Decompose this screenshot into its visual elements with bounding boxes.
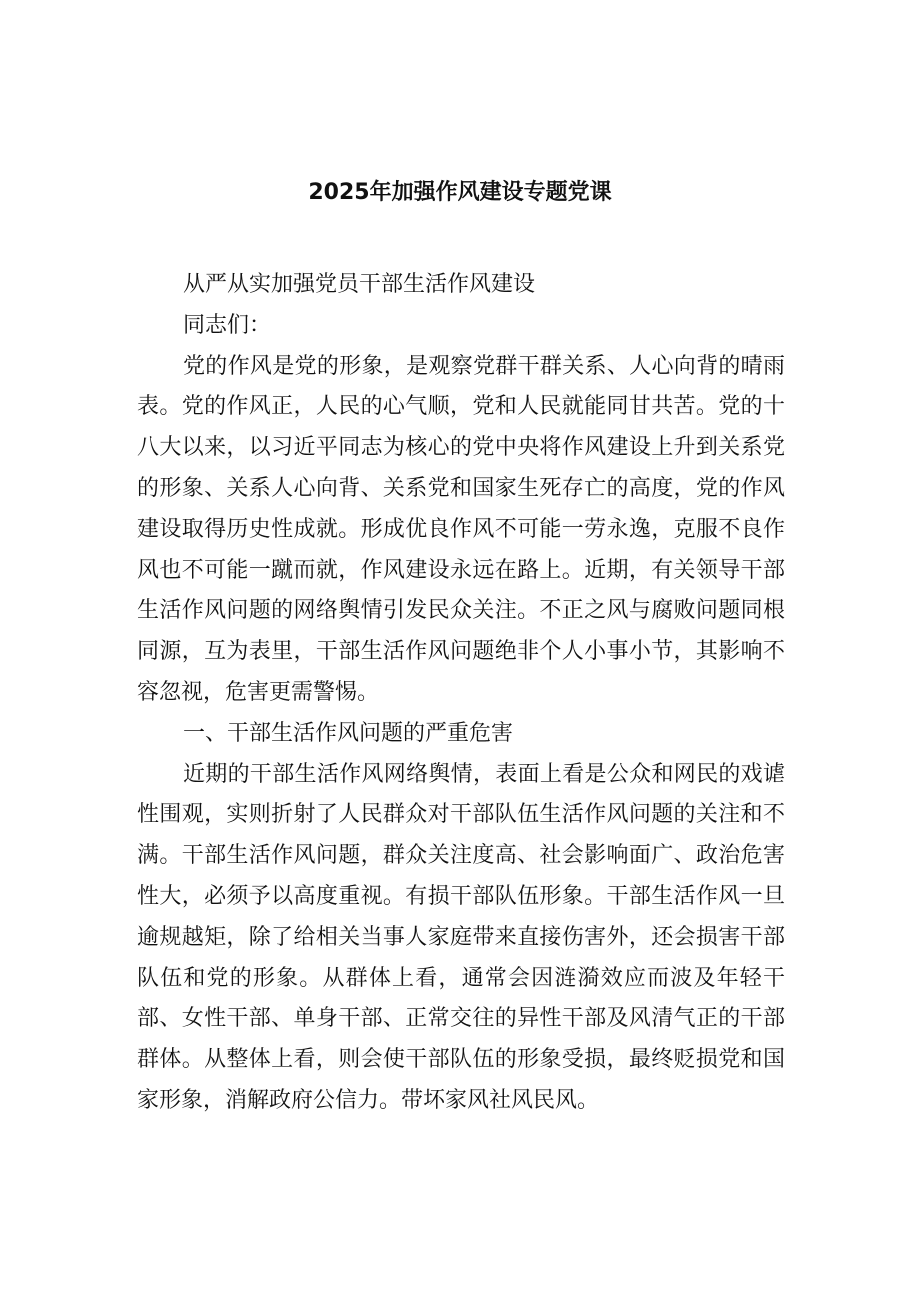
paragraph-intro: 党的作风是党的形象，是观察党群干群关系、人心向背的晴雨表。党的作风正，人民的心气顺，党和人民就能同甘共苦。党的十八大以来，以习近平同志为核心的党中央将作风建设上升到关系党的形象、关系人心向背、关系党和国家生死存亡的高度，党的作风建设取得历史性成就。形成优良作风不可能一劳永逸，克服不良作风也不可能一蹴而就，作风建设永远在路上。近期，有关领导干部生活作风问题的网络舆情引发民众关注。不正之风与腐败问题同根同源，互为表里，干部生活作风问题绝非个人小事小节，其影响不容忽视，危害更需警惕。 (137, 353, 785, 705)
document-subtitle: 从严从实加强党员干部生活作风建设 (183, 272, 536, 297)
document-body (137, 265, 785, 1122)
document-title: 2025年加强作风建设专题党课 (308, 180, 612, 205)
salutation: 同志们： (183, 312, 272, 338)
section-heading: 一、干部生活作风问题的严重危害 (183, 720, 514, 746)
paragraph-section-1: 近期的干部生活作风网络舆情，表面上看是公众和网民的戏谑性围观，实则折射了人民群众对干部队伍生活作风问题的关注和不满。干部生活作风问题，群众关注度高、社会影响面广、政治危害性大，必须予以高度重视。有损干部队伍形象。干部生活作风一旦逾规越矩，除了给相关当事人家庭带来直接伤害外，还会损害干部队伍和党的形象。从群体上看，通常会因涟漪效应而波及年轻干部、女性干部、单身干部、正常交往的异性干部及风清气正的干部群体。从整体上看，则会使干部队伍的形象受损，最终贬损党和国家形象，消解政府公信力。带坏家风社风民风。 (137, 761, 785, 1113)
